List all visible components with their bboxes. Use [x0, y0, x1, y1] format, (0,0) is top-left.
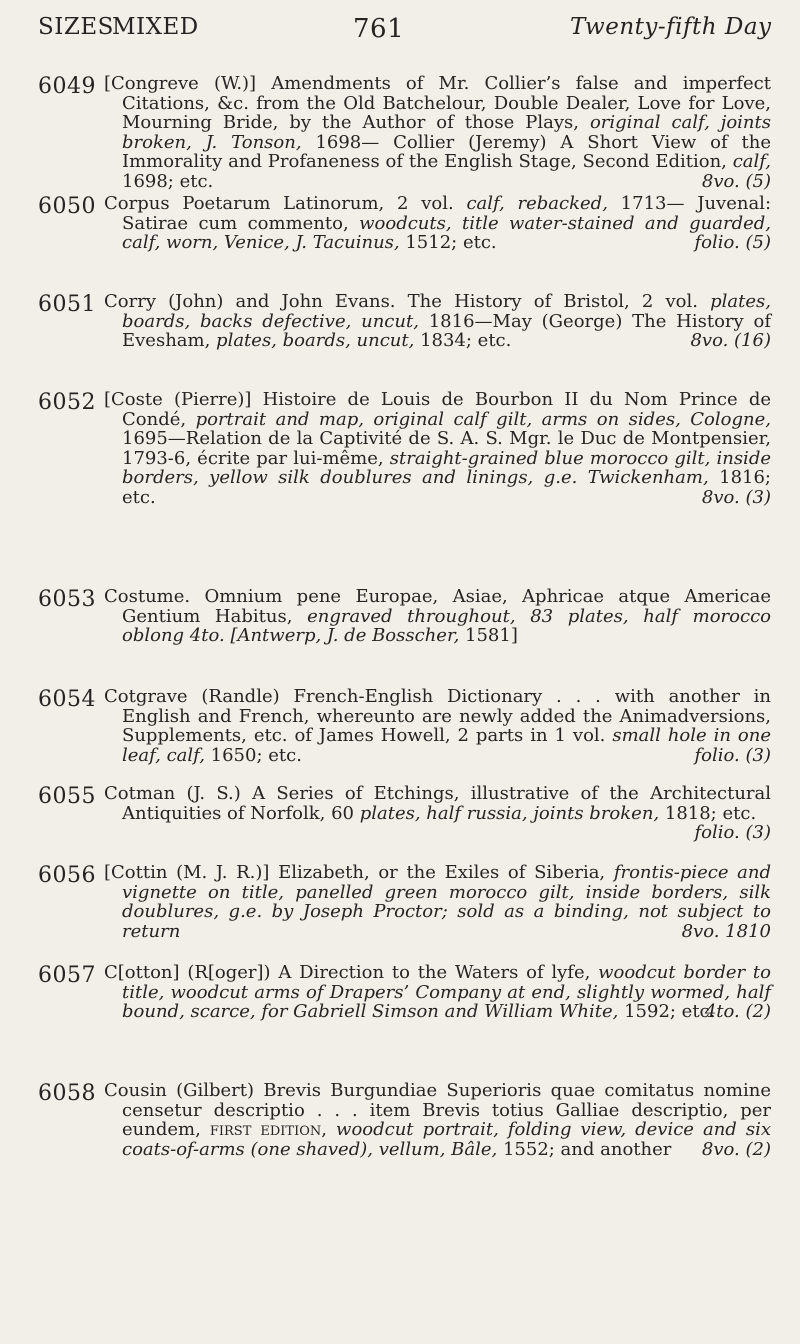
lot-text-run: 1816—May (George) The History of Evesham,	[122, 310, 771, 352]
lot-number: 6051	[38, 292, 96, 317]
header-mixed: MIXED	[112, 14, 199, 40]
lot-description	[104, 963, 771, 1022]
lot-size: 8vo. (3)	[701, 486, 771, 508]
lot-text-run: frontis-piece and vignette on title, panelled green morocco gilt, inside borders, silk doublures, g.e. by Joseph Proctor; sold as a binding, not subject to return	[122, 862, 772, 942]
lot-description	[104, 863, 771, 941]
header-day: Twenty-fifth Day	[570, 14, 772, 40]
lot-text-run: calf,	[732, 151, 771, 173]
lot-text-run: woodcut border to title, woodcut arms of Drapers’ Company at end, slightly wormed, half bound, scarce, for Gabriell Simson and William White,	[122, 962, 771, 1023]
lot-text-run: 1592; etc.	[618, 1001, 716, 1023]
lot-size: 8vo. (5)	[701, 170, 771, 192]
lot-text-run: 1650; etc.	[204, 744, 302, 766]
lot-text-run: original calf, joints broken, J. Tonson,	[122, 112, 771, 153]
lot-text-run: C[otton] (R[oger]) A Direction to the Waters of lyfe,	[104, 962, 599, 983]
lot-number: 6049	[38, 74, 96, 99]
lot-text-run: calf, rebacked,	[466, 193, 608, 214]
lot-number: 6052	[38, 390, 96, 415]
lot-text-run: 1698— Collier (Jeremy) A Short View of the Immorality and Profaneness of the English Stage, Second Edition,	[122, 131, 772, 173]
lot-text-run: engraved throughout, 83 plates, half morocco oblong 4to. [Antwerp, J. de Bosscher,	[122, 605, 771, 647]
lot-text-run: Cotman (J. S.) A Series of Etchings, illustrative of the Architectural Antiquities of Norfolk, 60	[104, 783, 771, 824]
lot-description	[104, 784, 771, 843]
lot-text-run: plates, half russia, joints broken,	[359, 802, 660, 824]
lot-number: 6058	[38, 1081, 96, 1106]
lot-text-run: small hole in one leaf, calf,	[122, 725, 771, 766]
lot-description	[104, 74, 771, 192]
lot-text-run: [Congreve (W.)] Amendments of Mr. Collier’s false and imperfect Citations, &c. from the Old Batchelour, Double Dealer, Love for Love, Mourning Bride, by the Author of those Plays,	[104, 73, 771, 134]
lot-text-run: 1698; etc.	[122, 170, 214, 192]
lot-number: 6054	[38, 687, 96, 712]
lot-text-run	[327, 1119, 336, 1140]
lot-size: 4to. (2)	[704, 1001, 771, 1023]
lot-number: 6057	[38, 963, 96, 988]
lot-text-run: first edition,	[209, 1119, 327, 1141]
lot-number: 6050	[38, 194, 96, 219]
lot-text-run: woodcut portrait, folding view, device and six coats-of-arms (one shaved), vellum, Bâle,	[122, 1119, 771, 1160]
lot-text-run: Costume. Omnium pene Europae, Asiae, Aphricae atque Americae Gentium Habitus,	[104, 586, 771, 627]
lot-number: 6055	[38, 784, 96, 809]
lot-text-run: portrait and map, original calf gilt, arms on sides, Cologne,	[195, 408, 771, 430]
header-sizes: SIZES	[38, 14, 114, 40]
lot-description	[104, 292, 771, 351]
lot-number: 6053	[38, 587, 96, 612]
lot-size: 8vo. (16)	[690, 330, 771, 352]
lot-size: 8vo. (2)	[701, 1138, 771, 1160]
lot-size: folio. (5)	[694, 232, 771, 254]
lot-description	[104, 194, 771, 253]
lot-size: folio. (3)	[694, 744, 771, 766]
lot-text-run: plates, boards, uncut,	[216, 330, 415, 352]
lot-text-run: [Coste (Pierre)] Histoire de Louis de Bourbon II du Nom Prince de Condé,	[104, 389, 771, 430]
lot-text-run: Cotgrave (Randle) French-English Dictionary . . . with another in English and French, whereunto are newly added the Animadversions, Supplements, etc. of James Howell, 2 parts in 1 vol.	[104, 686, 771, 747]
lot-text-run: straight-grained blue morocco gilt, inside borders, yellow silk doublures and linings, g.e. Twickenham,	[122, 447, 771, 489]
lot-size: 8vo. 1810	[681, 920, 771, 942]
page-number: 761	[353, 14, 405, 44]
lot-text-run: woodcuts, title water-stained and guarded, calf, worn, Venice, J. Tacuinus,	[122, 212, 771, 254]
lot-description	[104, 587, 771, 646]
lot-text-run: 1581]	[459, 625, 518, 647]
lot-text-run: 1818; etc.	[659, 802, 757, 824]
lot-text-run: 1695—Relation de la Captivité de S. A. S. Mgr. le Duc de Montpensier, 1793-6, écrite par lui-même,	[122, 428, 771, 469]
lot-text-run: 1713— Juvenal: Satirae cum commento,	[122, 193, 772, 234]
lot-description	[104, 390, 771, 508]
lot-text-run: 1816; etc.	[122, 467, 771, 508]
lot-size: folio. (3)	[694, 822, 771, 844]
lot-text-run: Corpus Poetarum Latinorum, 2 vol.	[104, 193, 467, 214]
lot-text-run: Corry (John) and John Evans. The History of Bristol, 2 vol.	[104, 291, 711, 312]
lot-number: 6056	[38, 863, 96, 888]
lot-text-run: Cousin (Gilbert) Brevis Burgundiae Superioris quae comitatus nomine censetur descriptio . . . item Brevis totius Galliae descriptio, per eundem,	[104, 1080, 771, 1141]
lot-description	[104, 687, 771, 765]
lot-text-run: 1834; etc.	[414, 330, 512, 352]
running-head	[0, 14, 800, 48]
lot-text-run: 1512; etc.	[399, 232, 497, 254]
lot-description	[104, 1081, 771, 1159]
lot-text-run: plates, boards, backs defective, uncut,	[122, 291, 771, 332]
lot-text-run: 1552; and another	[497, 1138, 672, 1160]
lot-text-run: [Cottin (M. J. R.)] Elizabeth, or the Exiles of Siberia,	[104, 862, 614, 883]
